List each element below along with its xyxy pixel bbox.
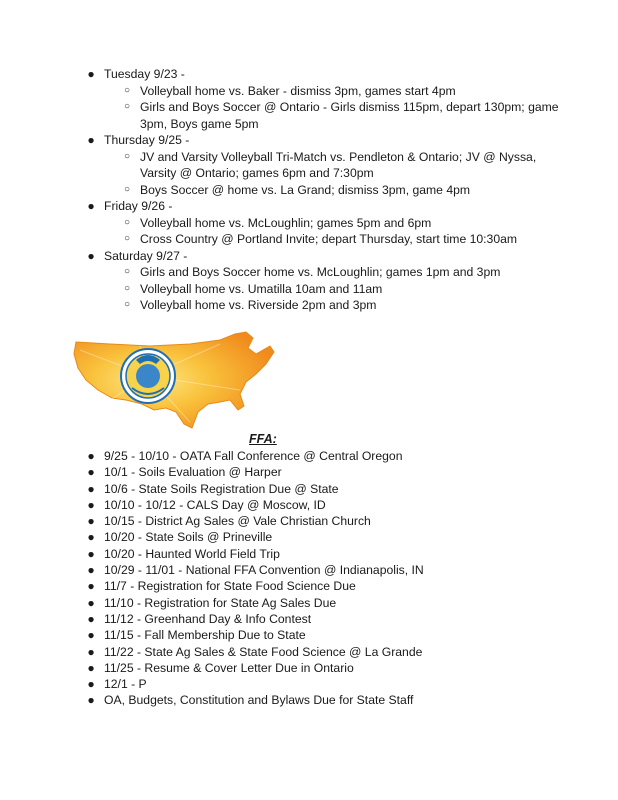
sports-schedule bbox=[86, 66, 566, 314]
event-item: ○ Girls and Boys Soccer @ Ontario - Girls dismiss 115pm, depart 130pm; game 3pm, Boys game 5pm bbox=[123, 100, 559, 131]
event-item: ○ Girls and Boys Soccer home vs. McLoughlin; games 1pm and 3pm bbox=[123, 265, 501, 279]
bullet-icon: ● bbox=[87, 595, 95, 610]
bullet-icon: ● bbox=[87, 546, 95, 561]
schedule-day bbox=[86, 66, 566, 132]
bullet-icon: ● bbox=[87, 465, 95, 480]
ffa-item: ● 10/20 - Haunted World Field Trip bbox=[87, 546, 280, 561]
event-item: ○ JV and Varsity Volleyball Tri-Match vs. Pendleton & Ontario; JV @ Nyssa, Varsity @ Ontario; games 6pm and 7:30pm bbox=[123, 149, 537, 180]
ffa-item: ● 10/20 - State Soils @ Prineville bbox=[87, 530, 273, 545]
ffa-item: ● 10/1 - Soils Evaluation @ Harper bbox=[87, 465, 282, 480]
circle-bullet-icon: ○ bbox=[123, 183, 131, 195]
bullet-icon: ● bbox=[87, 530, 95, 545]
circle-bullet-icon: ○ bbox=[123, 282, 131, 294]
circle-bullet-icon: ○ bbox=[123, 84, 131, 96]
event-item: ○ Volleyball home vs. Riverside 2pm and 3pm bbox=[123, 298, 377, 312]
ffa-heading: FFA: bbox=[249, 432, 277, 446]
ffa-item: ● 11/12 - Greenhand Day & Info Contest bbox=[87, 611, 312, 626]
event-item: ○ Cross Country @ Portland Invite; depart Thursday, start time 10:30am bbox=[123, 232, 518, 246]
bullet-icon: ● bbox=[87, 677, 95, 692]
ffa-item: ● 10/29 - 11/01 - National FFA Convention @ Indianapolis, IN bbox=[87, 563, 424, 578]
ffa-item: ● 11/7 - Registration for State Food Science Due bbox=[87, 579, 356, 594]
ffa-emblem-usa-map-icon bbox=[70, 330, 275, 430]
circle-bullet-icon: ○ bbox=[123, 101, 131, 112]
schedule-day bbox=[86, 132, 566, 198]
ffa-item: ● 11/15 - Fall Membership Due to State bbox=[87, 628, 306, 643]
bullet-icon: ● bbox=[87, 133, 95, 147]
circle-bullet-icon: ○ bbox=[123, 266, 131, 277]
ffa-item: ● 11/25 - Resume & Cover Letter Due in Ontario bbox=[87, 660, 354, 675]
circle-bullet-icon: ○ bbox=[123, 233, 131, 244]
circle-bullet-icon: ○ bbox=[123, 216, 131, 228]
bullet-icon: ● bbox=[87, 497, 95, 512]
ffa-item: ● 10/6 - State Soils Registration Due @ State bbox=[87, 481, 339, 496]
ffa-item: ● OA, Budgets, Constitution and Bylaws Due for State Staff bbox=[87, 693, 414, 708]
bullet-icon: ● bbox=[87, 481, 95, 496]
circle-bullet-icon: ○ bbox=[123, 299, 131, 310]
bullet-icon: ● bbox=[87, 248, 95, 263]
ffa-item: ● 12/1 - P bbox=[87, 677, 147, 692]
event-item: ○ Boys Soccer @ home vs. La Grand; dismiss 3pm, game 4pm bbox=[123, 182, 471, 197]
ffa-item: ● 10/10 - 10/12 - CALS Day @ Moscow, ID bbox=[87, 497, 326, 512]
bullet-icon: ● bbox=[87, 67, 95, 81]
event-item: ○ Volleyball home vs. Umatilla 10am and 11am bbox=[123, 281, 383, 296]
bullet-icon: ● bbox=[87, 611, 95, 626]
bullet-icon: ● bbox=[87, 514, 95, 529]
ffa-item: ● 11/22 - State Ag Sales & State Food Science @ La Grande bbox=[87, 644, 423, 659]
bullet-icon: ● bbox=[87, 579, 95, 594]
bullet-icon: ● bbox=[87, 563, 95, 578]
day-label: Thursday 9/25 - bbox=[104, 133, 190, 147]
day-label: Saturday 9/27 - bbox=[104, 248, 188, 263]
event-item: ○ Volleyball home vs. McLoughlin; games 5pm and 6pm bbox=[123, 215, 432, 230]
day-label: Tuesday 9/23 - bbox=[104, 67, 185, 81]
ffa-item: ● 10/15 - District Ag Sales @ Vale Christian Church bbox=[87, 514, 371, 529]
ffa-item: ● 11/10 - Registration for State Ag Sales Due bbox=[87, 595, 337, 610]
day-label: Friday 9/26 - bbox=[104, 199, 173, 213]
schedule-day bbox=[86, 248, 566, 314]
circle-bullet-icon: ○ bbox=[123, 150, 131, 162]
ffa-item: ● 9/25 - 10/10 - OATA Fall Conference @ Central Oregon bbox=[87, 449, 403, 463]
bullet-icon: ● bbox=[87, 628, 95, 643]
bullet-icon: ● bbox=[87, 199, 95, 213]
bullet-icon: ● bbox=[87, 660, 95, 675]
event-item: ○ Volleyball home vs. Baker - dismiss 3pm, games start 4pm bbox=[123, 83, 456, 98]
bullet-icon: ● bbox=[87, 693, 95, 708]
bullet-icon: ● bbox=[87, 449, 95, 463]
ffa-events-list bbox=[86, 448, 566, 709]
schedule-day bbox=[86, 198, 566, 248]
bullet-icon: ● bbox=[87, 644, 95, 659]
